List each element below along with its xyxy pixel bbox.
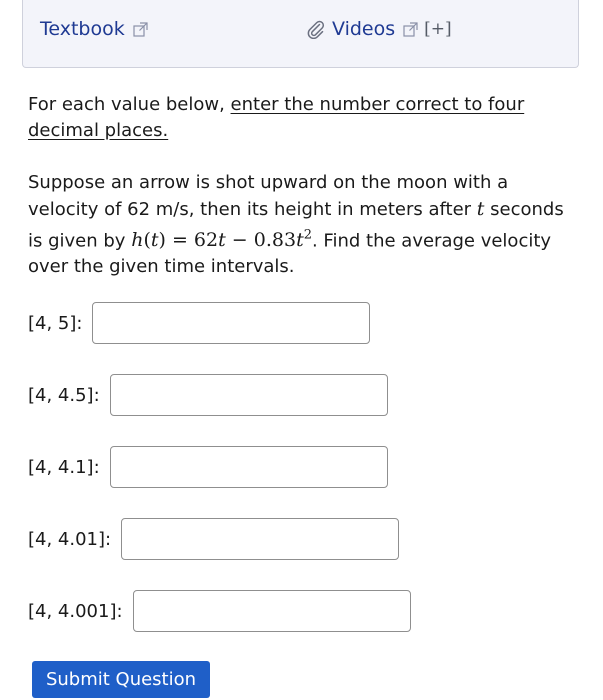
textbook-link-label: Textbook [40, 18, 125, 40]
problem-statement [28, 170, 583, 280]
external-link-icon [403, 22, 418, 37]
math-paren-close: ) [158, 229, 166, 252]
math-t2: t [296, 229, 304, 252]
interval-label: [4, 4.1]: [28, 456, 100, 478]
answer-input-4-4.001[interactable] [133, 590, 411, 632]
submit-question-button[interactable]: Submit Question [32, 661, 210, 698]
expand-toggle[interactable]: [+] [424, 19, 452, 39]
external-link-icon [133, 22, 148, 37]
math-paren-open: ( [143, 229, 151, 252]
answer-row [28, 446, 388, 488]
math-fn-h: h [131, 229, 144, 252]
answer-input-4-4.5[interactable] [110, 374, 388, 416]
math-equals-62: = 62 [165, 229, 219, 252]
interval-label: [4, 5]: [28, 312, 83, 334]
math-fn-arg: t [150, 229, 159, 252]
instructions-emphasis: enter the number correct to four decimal places. [28, 94, 525, 141]
answer-row [28, 302, 370, 344]
question-body [28, 92, 583, 278]
interval-label: [4, 4.001]: [28, 600, 123, 622]
problem-text-2: seconds is given by [28, 199, 564, 252]
problem-text-1: Suppose an arrow is shot upward on the moon with a velocity of 62 m/s, then its height in meters after [28, 172, 509, 220]
answer-input-4-4.1[interactable] [110, 446, 388, 488]
math-t1: t [218, 229, 226, 252]
answer-row [28, 590, 411, 632]
paperclip-icon [306, 19, 326, 39]
instructions-prefix: For each value below, [28, 94, 231, 115]
interval-label: [4, 4.5]: [28, 384, 100, 406]
math-minus-coeff: − 0.83 [225, 229, 297, 252]
answer-input-4-4.01[interactable] [121, 518, 399, 560]
math-formula [131, 229, 312, 251]
textbook-link[interactable] [40, 18, 148, 40]
answer-input-4-5[interactable] [92, 302, 370, 344]
instructions [28, 92, 583, 144]
videos-link[interactable] [306, 18, 452, 40]
math-var-t: t [476, 198, 485, 220]
videos-link-label: Videos [332, 18, 396, 40]
answer-row [28, 518, 399, 560]
problem-text-3: . Find the average velocity over the given time intervals. [28, 230, 552, 278]
help-panel [22, 0, 579, 68]
answer-row [28, 374, 388, 416]
math-exponent: 2 [303, 228, 312, 243]
interval-label: [4, 4.01]: [28, 528, 112, 550]
